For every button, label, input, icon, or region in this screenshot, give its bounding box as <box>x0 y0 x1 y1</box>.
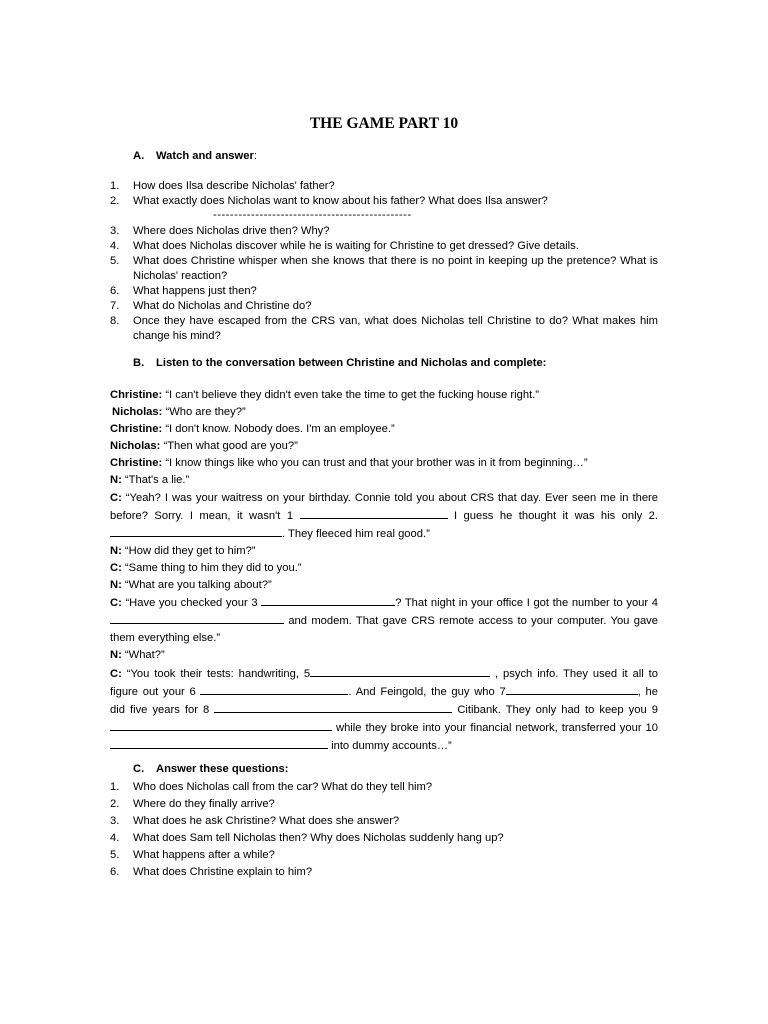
list-item <box>110 314 658 344</box>
section-c-title: Answer these questions: <box>156 763 289 775</box>
list-item <box>110 299 658 314</box>
dialogue-text: . And Feingold, the guy who 7 <box>348 685 506 698</box>
blank-6[interactable] <box>200 683 348 695</box>
dialogue-line <box>110 387 658 404</box>
dialogue-text: “I know things like who you can trust and that your brother was in it from beginning…” <box>162 457 588 470</box>
blank-3[interactable] <box>261 594 395 606</box>
speaker: C: <box>110 597 122 610</box>
blank-1[interactable] <box>300 507 448 519</box>
item-number: 2. <box>110 195 120 207</box>
list-item <box>110 194 658 209</box>
blank-7[interactable] <box>506 683 638 695</box>
section-b-title: Listen to the conversation between Christine and Nicholas and complete: <box>156 357 547 369</box>
item-text: Once they have escaped from the CRS van, what does Nicholas tell Christine to do? What makes him change his mind? <box>133 315 658 342</box>
dialogue-line <box>110 560 658 577</box>
speaker: Christine: <box>110 389 163 401</box>
item-number: 1. <box>110 781 120 793</box>
dialogue-text: while they broke into your financial network, transferred your 10 <box>332 721 658 734</box>
item-text: What does Nicholas discover while he is waiting for Christine to get dressed? Give details. <box>133 240 579 252</box>
dialogue-text: “Same thing to him they did to you.” <box>121 561 302 574</box>
dialogue-line <box>110 665 658 755</box>
section-a-title: Watch and answer <box>156 150 254 162</box>
blank-5[interactable] <box>310 665 490 677</box>
item-number: 3. <box>110 225 120 237</box>
speaker: Christine: <box>110 423 163 436</box>
dialogue-text: , he did five years for 8 <box>110 685 658 716</box>
item-text: What does he ask Christine? What does she answer? <box>133 815 400 827</box>
section-a-list-part2 <box>110 224 658 344</box>
dialogue-line <box>110 472 658 489</box>
dialogue-text: “How did they get to him?” <box>121 544 256 557</box>
dialogue-text: I guess he thought it was his only 2. <box>447 509 658 522</box>
list-item <box>110 864 658 881</box>
item-text: What happens just then? <box>133 285 257 297</box>
speaker: C: <box>110 491 122 504</box>
dialogue-line <box>110 577 658 594</box>
list-item <box>110 224 658 239</box>
dialogue-text: “What?” <box>121 649 165 662</box>
speaker: Christine: <box>110 457 163 470</box>
item-text: Where does Nicholas drive then? Why? <box>133 225 330 237</box>
dialogue-text: and modem. That gave CRS remote access to your computer. You gave them everything else.” <box>110 615 658 645</box>
dialogue-text: “What are you talking about?” <box>121 579 272 592</box>
speaker: C: <box>110 561 122 574</box>
item-number: 5. <box>110 255 120 267</box>
section-c-heading <box>133 763 288 775</box>
dialogue-line <box>110 490 658 543</box>
item-number: 4. <box>110 240 120 252</box>
section-c-letter: C. <box>133 763 145 775</box>
dialogue-line <box>110 421 658 438</box>
speaker: C: <box>110 667 122 680</box>
item-text: How does Ilsa describe Nicholas' father? <box>133 180 335 192</box>
dialogue-text: Citibank. They only had to keep you 9 <box>452 703 658 716</box>
page-title: THE GAME PART 10 <box>309 115 459 132</box>
dialogue-text: “That's a lie.” <box>121 474 190 487</box>
item-number: 7. <box>110 300 120 312</box>
item-number: 2. <box>110 798 120 810</box>
list-item <box>110 796 658 813</box>
dialogue-text: “Have you checked your 3 <box>121 597 262 610</box>
speaker: Nicholas: <box>112 406 163 419</box>
speaker: N: <box>110 579 122 592</box>
section-a-heading <box>133 150 257 162</box>
list-item <box>110 813 658 830</box>
list-item <box>110 847 658 864</box>
item-text: What exactly does Nicholas want to know about his father? What does Ilsa answer? <box>133 195 548 207</box>
item-text: Where do they finally arrive? <box>133 798 275 810</box>
item-number: 6. <box>110 866 120 878</box>
list-item <box>110 779 658 796</box>
item-number: 8. <box>110 315 120 327</box>
dialogue-text: . They fleeced him real good.” <box>282 527 430 540</box>
blank-8[interactable] <box>214 701 452 713</box>
section-c-list <box>110 779 658 881</box>
item-text: What does Christine whisper when she knows that there is no point in keeping up the pretence? What is Nicholas' reaction? <box>133 255 658 282</box>
dialogue-line <box>110 543 658 560</box>
section-divider: ----------------------------------------------- <box>213 209 412 221</box>
blank-10[interactable] <box>110 737 328 749</box>
speaker: Nicholas: <box>110 440 161 453</box>
dialogue-text: into dummy accounts…” <box>328 739 452 752</box>
item-text: What does Christine explain to him? <box>133 866 313 878</box>
item-text: What do Nicholas and Christine do? <box>133 300 312 312</box>
section-a-list-part1 <box>110 179 658 209</box>
dialogue-line <box>110 438 658 455</box>
item-number: 4. <box>110 832 120 844</box>
conversation <box>110 387 658 755</box>
dialogue-text: “Yeah? I was your waitress on your birthday. Connie told you about CRS that day. Ever seen me in there before? Sorry. I mean, it wasn't 1 <box>110 491 658 522</box>
dialogue-line <box>110 455 658 472</box>
speaker: N: <box>110 544 122 557</box>
item-number: 3. <box>110 815 120 827</box>
dialogue-text: “Then what good are you?” <box>160 440 298 453</box>
section-b-letter: B. <box>133 357 145 369</box>
section-b-heading <box>133 357 546 369</box>
blank-9[interactable] <box>110 719 332 731</box>
list-item <box>110 179 658 194</box>
dialogue-text: “You took their tests: handwriting, 5 <box>121 667 311 680</box>
item-number: 1. <box>110 180 120 192</box>
list-item <box>110 830 658 847</box>
blank-2[interactable] <box>110 525 282 537</box>
speaker: N: <box>110 649 122 662</box>
section-a-colon: : <box>253 150 257 162</box>
dialogue-line <box>110 594 658 647</box>
item-number: 5. <box>110 849 120 861</box>
dialogue-text: “Who are they?” <box>162 406 246 419</box>
section-a-letter: A. <box>133 150 145 162</box>
blank-4[interactable] <box>110 612 284 624</box>
item-text: What does Sam tell Nicholas then? Why does Nicholas suddenly hang up? <box>133 832 504 844</box>
dialogue-text: ? That night in your office I got the number to your 4 <box>395 597 658 610</box>
item-number: 6. <box>110 285 120 297</box>
item-text: What happens after a while? <box>133 849 275 861</box>
item-text: Who does Nicholas call from the car? What do they tell him? <box>133 781 433 793</box>
list-item <box>110 254 658 284</box>
speaker: N: <box>110 474 122 487</box>
dialogue-line <box>110 647 658 664</box>
list-item <box>110 239 658 254</box>
list-item <box>110 284 658 299</box>
dialogue-line <box>110 404 658 421</box>
dialogue-text: , psych info. They used it all to figure out your 6 <box>110 667 658 698</box>
dialogue-text: “I don't know. Nobody does. I'm an employee.” <box>162 423 395 436</box>
dialogue-text: “I can't believe they didn't even take the time to get the fucking house right.” <box>162 389 540 401</box>
